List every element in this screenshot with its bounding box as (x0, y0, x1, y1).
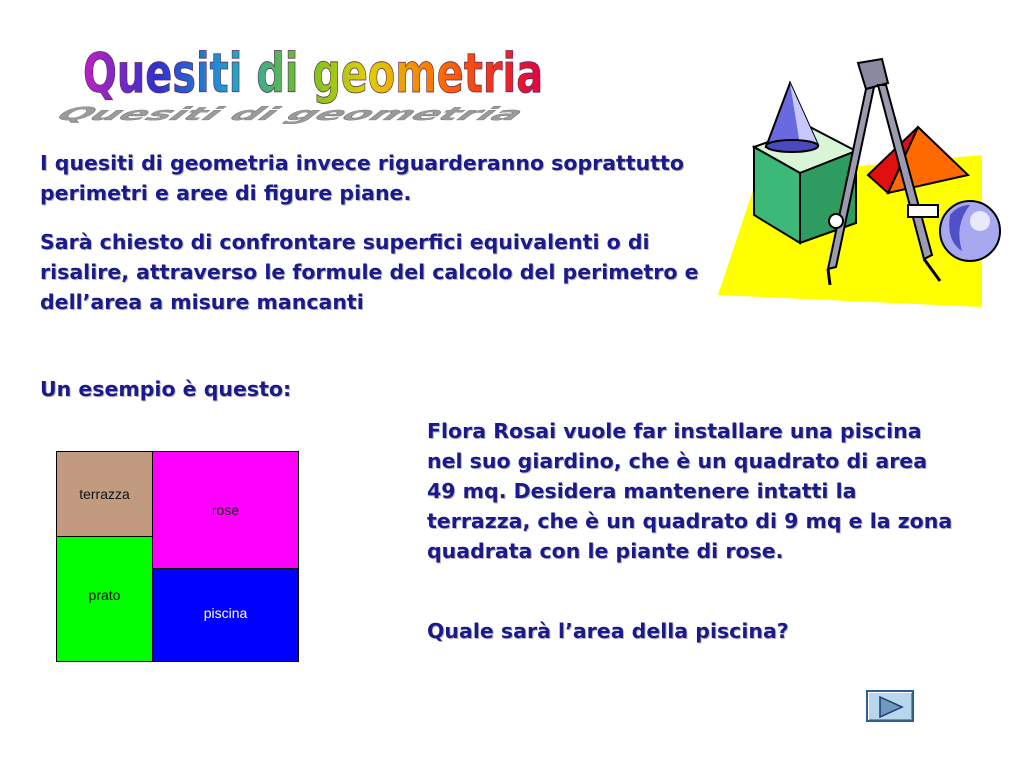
piscina-area (152, 568, 299, 662)
title-shadow: Quesiti di geometria (46, 103, 535, 125)
example-label: Un esempio è questo: (40, 377, 292, 401)
next-slide-button[interactable] (866, 690, 914, 722)
rose-area (152, 451, 299, 569)
geometry-clipart-icon (718, 55, 1004, 315)
garden-diagram (56, 451, 299, 662)
rose-label: rose (211, 502, 240, 518)
intro-paragraph-1: I quesiti di geometria invece riguarderanno soprattutto perimetri e aree di figure piane. (40, 151, 684, 205)
problem-text: Flora Rosai vuole far installare una piscina nel suo giardino, che è un quadrato di area 49 mq. Desidera mantenere intatti la terrazza, che è un quadrato di 9 mq e la zona quadrata con le piante di rose. (427, 419, 953, 563)
problem-question: Quale sarà l’area della piscina? (427, 619, 789, 643)
prato-area (56, 536, 153, 662)
prato-label: prato (88, 587, 121, 603)
next-arrow-icon (878, 696, 904, 718)
terrazza-area (56, 451, 153, 537)
terrazza-label: terrazza (79, 486, 130, 502)
intro-paragraph-2: Sarà chiesto di confrontare superfici equivalenti o di risalire, attraverso le formule del calcolo del perimetro e dell’area a misure mancanti (40, 230, 699, 314)
page-title (40, 20, 600, 130)
title-text: Quesiti di geometria (83, 41, 544, 105)
piscina-label: piscina (203, 605, 248, 621)
